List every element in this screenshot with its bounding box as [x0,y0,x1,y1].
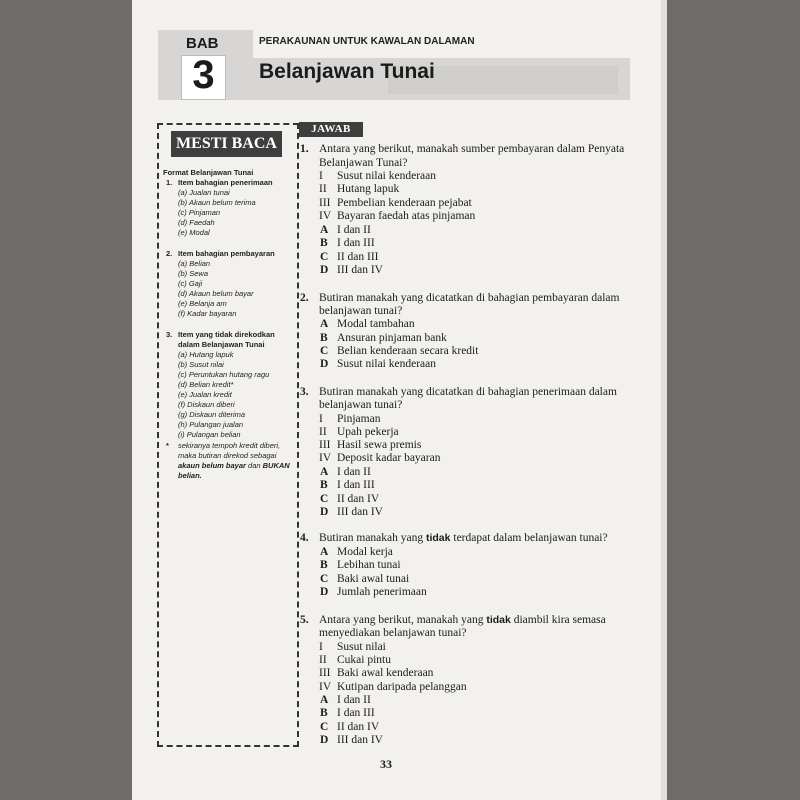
sidebar-item: (e) Modal [178,228,210,237]
statement-text: Pembelian kenderaan pejabat [337,197,472,209]
question-stem [319,532,608,544]
sidebar-item: (h) Pulangan jualan [178,420,244,429]
option-letter[interactable]: C [320,721,329,733]
sidebar-item: (f) Diskaun diberi [178,400,235,409]
sidebar-item: (a) Hutang lapuk [178,350,234,359]
statement-roman: III [319,667,331,679]
stem-pre: Butiran manakah yang [319,532,426,544]
option-text[interactable]: I dan III [337,479,375,491]
statement-roman: IV [319,681,332,693]
statement-text: Hutang lapuk [337,183,400,195]
question-number: 5. [300,614,309,626]
sidebar-item: (g) Diskaun diterima [178,410,246,419]
question-number: 1. [300,143,309,155]
sidebar-item: (e) Jualan kredit [178,390,232,399]
sidebar-item: (c) Gaji [178,279,203,288]
option-letter[interactable]: A [320,318,329,330]
section-title: Item bahagian penerimaan [178,178,273,187]
option-text[interactable]: Belian kenderaan secara kredit [337,345,479,357]
option-text[interactable]: Ansuran pinjaman bank [337,332,447,344]
option-text[interactable]: II dan IV [337,721,380,733]
page-number: 33 [380,757,392,771]
sidebar-item: (a) Jualan tunai [178,188,230,197]
stem-bold: tidak [425,532,451,544]
option-text[interactable]: Modal kerja [337,546,393,558]
sidebar-heading: Format Belanjawan Tunai [163,168,254,177]
question-number: 3. [300,386,309,398]
statement-roman: II [319,654,327,666]
option-text[interactable]: I dan III [337,237,375,249]
option-text[interactable]: Jumlah penerimaan [337,586,427,598]
footnote-line: sekiranya tempoh kredit diberi, [178,441,281,450]
section-number: 2. [166,249,173,258]
option-text[interactable]: Susut nilai kenderaan [337,358,437,370]
statement-roman: IV [319,452,332,464]
question-number: 2. [300,292,309,304]
statement-text: Baki awal kenderaan [337,667,434,679]
option-text[interactable]: III dan IV [337,264,383,276]
footnote-bold: BUKAN [262,461,290,470]
option-text[interactable]: I dan III [337,707,375,719]
section-title: dalam Belanjawan Tunai [178,340,265,349]
stem-post: terdapat dalam belanjawan tunai? [450,532,608,544]
statement-text: Deposit kadar bayaran [337,452,441,464]
option-letter[interactable]: C [320,345,329,357]
section-title: Item yang tidak direkodkan [178,330,275,339]
option-text[interactable]: III dan IV [337,734,383,746]
statement-roman: I [319,413,323,425]
statement-roman: I [319,170,323,182]
sidebar-item: (b) Susut nilai [178,360,224,369]
footnote-bold: akaun belum bayar [178,461,246,470]
statement-text: Susut nilai kenderaan [337,170,437,182]
footnote-line [178,461,290,470]
option-letter[interactable]: C [320,493,329,505]
statement-text: Cukai pintu [337,654,391,666]
sidebar-item: (i) Pulangan belian [178,430,241,439]
option-letter[interactable]: B [320,479,328,491]
footnote-mark: * [166,441,169,450]
option-text[interactable]: I dan II [337,694,371,706]
statement-roman: IV [319,210,332,222]
footnote-mid: dan [245,461,263,470]
sidebar-item: (d) Belian kredit* [178,380,234,389]
option-letter[interactable]: B [320,707,328,719]
sidebar-item: (d) Faedah [178,218,215,227]
option-text[interactable]: III dan IV [337,506,383,518]
option-text[interactable]: I dan II [337,224,371,236]
footnote-line: belian. [178,471,202,480]
option-letter[interactable]: A [320,224,329,236]
option-text[interactable]: I dan II [337,466,371,478]
option-letter[interactable]: D [320,358,329,370]
sidebar-item: (f) Kadar bayaran [178,309,237,318]
option-letter[interactable]: D [320,506,329,518]
question-stem: belanjawan tunai? [319,399,403,411]
question-stem: Butiran manakah yang dicatatkan di bahagian penerimaan dalam [319,386,617,398]
statement-text: Upah pekerja [337,426,399,438]
statement-text: Pinjaman [337,413,381,425]
stem-bold: tidak [486,614,511,626]
statement-roman: III [319,439,331,451]
option-letter[interactable]: D [320,734,329,746]
question-stem: Butiran manakah yang dicatatkan di bahagian pembayaran dalam [319,292,620,304]
sidebar-item: (b) Sewa [178,269,209,278]
option-letter[interactable]: C [320,251,329,263]
sidebar-item: (c) Peruntukan hutang ragu [178,370,270,379]
question-number: 4. [300,532,309,544]
section-number: 3. [166,330,173,339]
statement-text: Susut nilai [337,641,386,653]
statement-text: Kutipan daripada pelanggan [337,681,467,693]
question-stem: belanjawan tunai? [319,305,403,317]
statement-text: Hasil sewa premis [337,439,422,451]
question-stem: menyediakan belanjawan tunai? [319,627,467,639]
statement-text: Bayaran faedah atas pinjaman [337,210,476,222]
section-title: Item bahagian pembayaran [178,249,275,258]
sidebar-item: (c) Pinjaman [178,208,221,217]
section-number: 1. [166,178,173,187]
option-letter[interactable]: A [320,466,329,478]
option-text[interactable]: Lebihan tunai [337,559,401,571]
jawab-label: JAWAB [299,122,363,137]
mesti-baca-title: MESTI BACA [171,131,282,157]
statement-roman: II [319,183,327,195]
option-text[interactable]: Modal tambahan [337,318,415,330]
option-letter[interactable]: A [320,694,329,706]
sidebar-item: (e) Belanja am [178,299,227,308]
option-letter[interactable]: B [320,559,328,571]
bab-label: BAB [186,35,219,52]
statement-roman: I [319,641,323,653]
statement-roman: III [319,197,331,209]
option-letter[interactable]: A [320,546,329,558]
question-stem: Belanjawan Tunai? [319,157,408,169]
question-stem [319,614,606,626]
option-text[interactable]: II dan III [337,251,379,263]
option-letter[interactable]: B [320,237,328,249]
option-text[interactable]: II dan IV [337,493,380,505]
option-text[interactable]: Baki awal tunai [337,573,410,585]
sidebar-item: (a) Belian [178,259,211,268]
option-letter[interactable]: D [320,264,329,276]
chapter-number: 3 [192,53,215,97]
sidebar-item: (b) Akaun belum terima [178,198,256,207]
option-letter[interactable]: B [320,332,328,344]
stem-pre: Antara yang berikut, manakah yang [319,614,487,626]
stem-post: diambil kira semasa [510,614,606,626]
option-letter[interactable]: D [320,586,329,598]
subject-title: PERAKAUNAN UNTUK KAWALAN DALAMAN [259,36,475,47]
option-letter[interactable]: C [320,573,329,585]
sidebar-item: (d) Akaun belum bayar [178,289,254,298]
question-stem: Antara yang berikut, manakah sumber pembayaran dalam Penyata [319,143,625,155]
chapter-title: Belanjawan Tunai [259,60,435,83]
statement-roman: II [319,426,327,438]
footnote-line: maka butiran direkod sebagai [178,451,277,460]
